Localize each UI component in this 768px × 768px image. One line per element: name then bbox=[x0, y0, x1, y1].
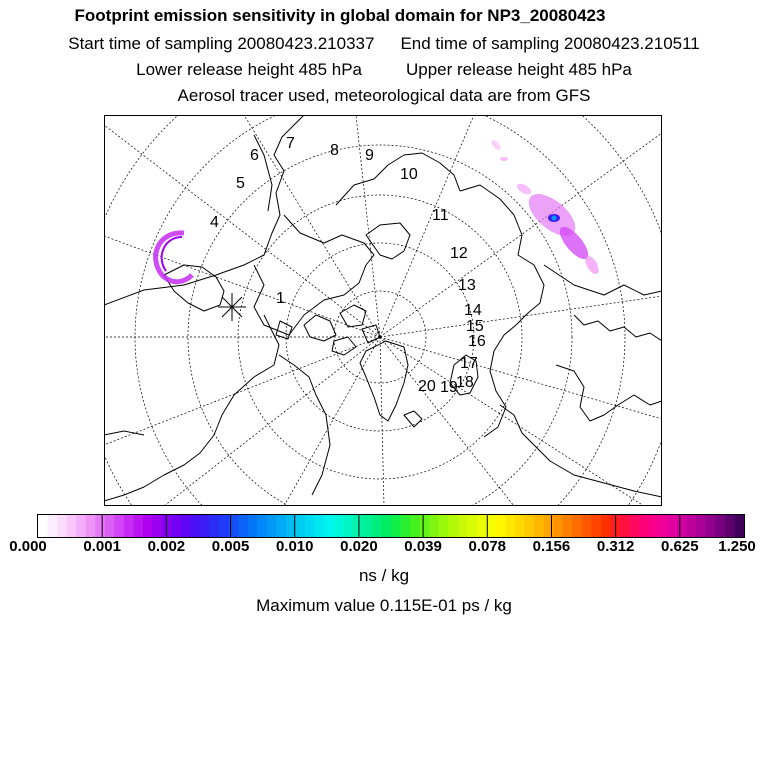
colorbar-swatch bbox=[38, 515, 48, 537]
units-label: ns / kg bbox=[358, 566, 410, 585]
colorbar-swatch bbox=[553, 515, 563, 537]
colorbar-swatch bbox=[649, 515, 659, 537]
colorbar-swatch bbox=[114, 515, 124, 537]
colorbar-swatch bbox=[362, 515, 372, 537]
colorbar-swatch bbox=[267, 515, 277, 537]
colorbar-swatch bbox=[515, 515, 525, 537]
colorbar-swatch bbox=[620, 515, 630, 537]
colorbar-swatch bbox=[582, 515, 592, 537]
colorbar-swatch bbox=[343, 515, 353, 537]
colorbar-swatch bbox=[257, 515, 267, 537]
colorbar-swatch bbox=[725, 515, 735, 537]
colorbar-swatch bbox=[76, 515, 86, 537]
colorbar-swatch bbox=[334, 515, 344, 537]
colorbar-ticks bbox=[0, 538, 768, 558]
colorbar-tick-label: 0.312 bbox=[596, 538, 635, 555]
trajectory-label: 13 bbox=[458, 277, 476, 294]
colorbar-swatch bbox=[630, 515, 640, 537]
trajectory-label: 9 bbox=[365, 147, 374, 164]
colorbar-swatch bbox=[200, 515, 210, 537]
colorbar-tick-label: 0.078 bbox=[468, 538, 507, 555]
colorbar-swatch bbox=[238, 515, 248, 537]
max-value-label: Maximum value 0.115E-01 ps / kg bbox=[256, 596, 512, 615]
colorbar-swatch bbox=[191, 515, 201, 537]
release-heights bbox=[0, 60, 768, 80]
release-lower: Lower release height 485 hPa bbox=[136, 60, 362, 79]
colorbar-swatch bbox=[534, 515, 544, 537]
colorbar-swatch bbox=[420, 515, 430, 537]
colorbar-tick-label: 0.000 bbox=[9, 538, 47, 555]
colorbar-swatch bbox=[143, 515, 153, 537]
trajectory-label: 18 bbox=[456, 374, 474, 391]
sensitivity-field bbox=[156, 138, 602, 281]
trajectory-label: 15 bbox=[466, 318, 484, 335]
sampling-end: End time of sampling 20080423.210511 bbox=[400, 34, 700, 53]
asterisk-icon bbox=[218, 293, 246, 321]
colorbar-swatch bbox=[687, 515, 697, 537]
colorbar-swatch bbox=[696, 515, 706, 537]
colorbar-swatch bbox=[372, 515, 382, 537]
trajectory-label: 10 bbox=[400, 166, 418, 183]
trajectory-label: 20 bbox=[418, 378, 436, 395]
colorbar-swatch bbox=[439, 515, 449, 537]
colorbar-swatch bbox=[219, 515, 229, 537]
tracer-note: Aerosol tracer used, meteorological data are from GFS bbox=[177, 86, 591, 105]
colorbar-swatch bbox=[486, 515, 496, 537]
colorbar-swatch bbox=[95, 515, 105, 537]
colorbar-swatch bbox=[410, 515, 420, 537]
colorbar-swatch bbox=[458, 515, 468, 537]
colorbar-swatch bbox=[477, 515, 487, 537]
sampling-start: Start time of sampling 20080423.210337 bbox=[68, 34, 375, 53]
trajectory-label: 1 bbox=[276, 290, 285, 307]
trajectory-label: 12 bbox=[450, 245, 468, 262]
colorbar-swatch bbox=[715, 515, 725, 537]
colorbar-swatch bbox=[48, 515, 58, 537]
colorbar-swatch bbox=[505, 515, 515, 537]
colorbar-swatch bbox=[305, 515, 315, 537]
colorbar-swatch bbox=[353, 515, 363, 537]
colorbar-swatch bbox=[525, 515, 535, 537]
colorbar-swatch bbox=[124, 515, 134, 537]
colorbar-swatch bbox=[172, 515, 182, 537]
trajectory-label: 17 bbox=[460, 355, 478, 372]
colorbar-swatch bbox=[668, 515, 678, 537]
sampling-times bbox=[0, 34, 768, 54]
colorbar-swatch bbox=[57, 515, 67, 537]
colorbar-swatch bbox=[162, 515, 172, 537]
colorbar-tick-label: 0.625 bbox=[661, 538, 699, 555]
trajectory-label: 16 bbox=[468, 333, 486, 350]
colorbar-tick-label: 0.005 bbox=[211, 538, 250, 555]
meridians bbox=[104, 115, 662, 506]
colorbar-swatch bbox=[248, 515, 258, 537]
trajectory-label: 7 bbox=[286, 135, 295, 152]
footprint-arc-inner bbox=[162, 237, 182, 271]
colorbar-swatch bbox=[601, 515, 611, 537]
colorbar-swatch bbox=[429, 515, 439, 537]
colorbar-swatch bbox=[296, 515, 306, 537]
trajectory-label: 14 bbox=[464, 302, 482, 319]
colorbar-swatch bbox=[133, 515, 143, 537]
colorbar-swatch bbox=[467, 515, 477, 537]
colorbar-swatch bbox=[86, 515, 96, 537]
colorbar-swatch bbox=[448, 515, 458, 537]
colorbar-swatch bbox=[734, 515, 744, 537]
release-upper: Upper release height 485 hPa bbox=[406, 60, 632, 79]
colorbar-swatch bbox=[105, 515, 115, 537]
plot-title: Footprint emission sensitivity in global domain for NP3_20080423 bbox=[74, 6, 606, 25]
colorbar-swatch bbox=[591, 515, 601, 537]
colorbar-swatch bbox=[391, 515, 401, 537]
colorbar-swatch bbox=[677, 515, 687, 537]
colorbar-swatch bbox=[181, 515, 191, 537]
colorbar-swatch bbox=[152, 515, 162, 537]
trajectory-label: 19 bbox=[440, 379, 458, 396]
colorbar-swatch bbox=[658, 515, 668, 537]
colorbar-swatch bbox=[572, 515, 582, 537]
trajectory-label: 8 bbox=[330, 142, 339, 159]
colorbar-swatch bbox=[381, 515, 391, 537]
colorbar-swatch bbox=[496, 515, 506, 537]
trajectory-label: 6 bbox=[250, 147, 259, 164]
colorbar-tick-label: 0.002 bbox=[147, 538, 186, 555]
trajectory-labels bbox=[210, 135, 486, 396]
colorbar-swatch bbox=[639, 515, 649, 537]
colorbar-swatch bbox=[210, 515, 220, 537]
colorbar-tick-label: 1.250 bbox=[718, 538, 756, 555]
polar-map bbox=[104, 115, 662, 506]
colorbar-tick-label: 0.039 bbox=[404, 538, 442, 555]
colorbar bbox=[37, 514, 745, 538]
colorbar-tick-label: 0.156 bbox=[532, 538, 571, 555]
colorbar-swatch bbox=[706, 515, 716, 537]
colorbar-tick-label: 0.020 bbox=[340, 538, 378, 555]
trajectory-label: 4 bbox=[210, 214, 219, 231]
colorbar-swatch bbox=[324, 515, 334, 537]
colorbar-tick-label: 0.001 bbox=[83, 538, 121, 555]
trajectory-label: 5 bbox=[236, 175, 245, 192]
latitude-circles bbox=[104, 115, 662, 506]
colorbar-swatch bbox=[67, 515, 77, 537]
trajectory-label: 11 bbox=[432, 207, 449, 224]
colorbar-swatch bbox=[401, 515, 411, 537]
colorbar-swatch bbox=[277, 515, 287, 537]
colorbar-swatch bbox=[315, 515, 325, 537]
colorbar-tick-label: 0.010 bbox=[275, 538, 314, 555]
colorbar-swatch bbox=[563, 515, 573, 537]
colorbar-swatch bbox=[544, 515, 554, 537]
footprint-plume bbox=[490, 138, 601, 276]
